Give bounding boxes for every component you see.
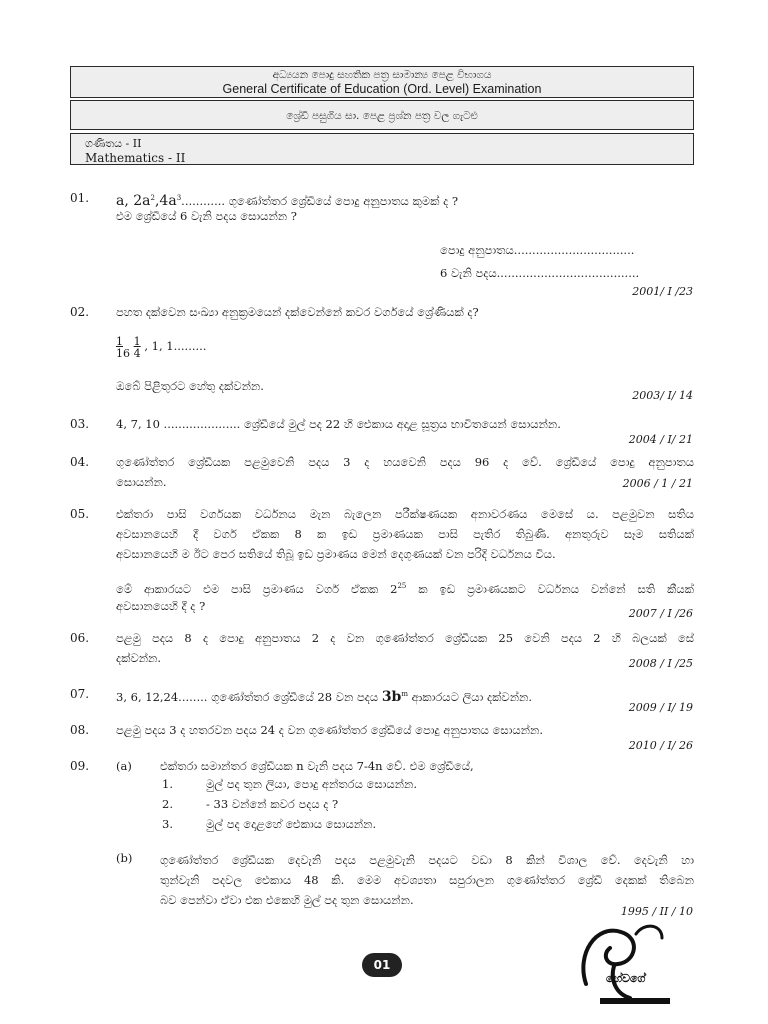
reason-text: ඔබේ පිළිතුරට හේතු දක්වන්න. [116, 379, 264, 393]
question-reference: 1995 / II / 10 [620, 905, 693, 918]
question-number: 08. [70, 723, 90, 737]
question-number: 01. [70, 191, 90, 205]
part-b-line-2: තුන්වැනි පදවල ඓකාය 48 කි. මෙම අවශ්‍යතා සපුරාලන ගුණෝත්තර ශ්‍රේඩී දෙකක් තිබෙන [160, 873, 694, 887]
exponent: 3 [176, 194, 182, 202]
item-text: මුල් පද දොළහේ ඓකාය සොයන්න. [206, 817, 377, 831]
question-reference: 2004 / I/ 21 [628, 433, 693, 446]
numerator: 1 [116, 335, 123, 348]
series-title-box [70, 100, 694, 130]
question-number: 02. [70, 305, 90, 319]
part-a-text: එක්තරා සමාන්තර ශ්‍රේඩීයක n වැනි පදය 7-4n වේ. එම ශ්‍රේඩීයේ, [160, 759, 474, 773]
term-text: a, 2a [116, 192, 151, 209]
exponent: m [401, 690, 408, 698]
page-number-badge: 01 [362, 953, 402, 977]
numerator: 1 [133, 335, 141, 348]
question-text: පහත දක්වෙන සංඛ්‍යා අනුක්‍රමයෙන් දක්වෙන්නේ කවර වර්ගයේ ශ්‍රේණියක් ද? [116, 305, 479, 319]
question-reference: 2006 / 1 / 21 [622, 477, 693, 490]
question-09 [0, 756, 768, 924]
part-b-label: (b) [116, 851, 133, 865]
question-reference: 2009 / I/ 19 [628, 701, 693, 714]
question-reference: 2010 / I/ 26 [628, 739, 693, 752]
item-text: - 33 වන්නේ කවර පදය ද ? [206, 797, 339, 811]
question-text [116, 684, 694, 707]
exponent: 25 [397, 582, 407, 590]
series-title: ශ්‍රේඩී පසුගිය සා. පෙළ ප්‍රශ්න පත්‍ර වල ගැටළු [286, 110, 478, 122]
question-line-3: අවසානයෙහි ම ඊට පෙර සතියේ තිබූ ඉඩ ප්‍රමාණය මෙන් දෙගුණයක් වන පරිදි වර්ධනය විය. [116, 547, 556, 561]
sequence-tail: , 1, 1......... [144, 339, 207, 353]
question-06 [0, 628, 768, 672]
question-line-1: ගුණෝත්තර ශ්‍රේඩීයක පළමුවෙනි පදය 3 ද හයවෙනි පදය 96 ද වේ. ශ්‍රේඩීයේ පොදු අනුපාතය [116, 455, 694, 469]
line-part: ආකාරයට ලියා දක්වන්න. [407, 689, 533, 704]
exponent: 2 [150, 194, 155, 202]
publisher-logo [566, 914, 690, 1014]
question-reference: 2001/ I /23 [632, 285, 693, 298]
denominator: 4 [133, 347, 141, 360]
line-part: මේ ආකාරයට එම පාසි ප්‍රමාණය වර්ග ඒකක 2 [116, 581, 398, 596]
question-line-2: සොයන්න. [116, 475, 167, 489]
question-number: 07. [70, 687, 90, 701]
question-number: 03. [70, 417, 90, 431]
question-05 [0, 504, 768, 622]
subject-box [70, 133, 694, 165]
question-07 [0, 684, 768, 720]
fraction [134, 336, 141, 360]
publisher-logo-text: හේවගේ [606, 972, 646, 985]
subject-english: Mathematics - II [85, 151, 186, 165]
answer-line-ratio: පොදු අනුපාතය................................. [440, 243, 635, 257]
question-reference: 2008 / I /25 [628, 657, 693, 670]
question-08 [0, 720, 768, 756]
question-line-1: එක්තරා පාසි වර්ගයක වර්ධනය මැන බැලෙන පරීක්ෂණයක අනාවරණය මෙසේ ය. පළමුවන සතිය [116, 507, 694, 521]
part-b-line-1: ගුණෝත්තර ශ්‍රේඩීයක දෙවැනි පදය පළමුවැනි පදයට වඩා 8 කින් විශාල වේ. දෙවැනි හා [160, 853, 694, 867]
question-03 [0, 414, 768, 450]
sequence [116, 336, 206, 363]
question-text: 4, 7, 10 ..................... ශ්‍රේඩීයේ මුල් පද 22 හි ඓකාය අදාළ සූත්‍රය භාවිතයෙන් සොයන්න. [116, 417, 561, 431]
part-a-label: (a) [116, 759, 132, 773]
line-part: 3, 6, 12,24........ ගුණෝත්තර ශ්‍රේඩීයේ 28 වන පදය [116, 689, 382, 704]
denominator: 16 [116, 347, 130, 360]
question-01 [0, 188, 768, 298]
item-text: මුල් පද තුන ලියා, පොදු අන්තරය සොයන්න. [206, 777, 417, 791]
term-expression: 3b [381, 688, 402, 705]
question-number: 09. [70, 759, 90, 773]
question-number: 05. [70, 507, 90, 521]
answer-line-term: 6 වැනි පදය....................................... [440, 266, 640, 280]
item-number: 1. [162, 777, 173, 791]
question-04 [0, 452, 768, 492]
question-line: ............ ගුණෝත්තර ශ්‍රේඩීයේ පොදු අනුපාතය කුමක් ද ? [181, 193, 458, 208]
question-line-2: එම ශ්‍රේඩීයේ 6 වැනි පදය සොයන්න ? [116, 209, 297, 223]
question-line-2: දක්වන්න. [116, 651, 162, 665]
exam-title-sinhala: අධ්‍යයන පොදු සහතික පත්‍ර සාමාන්‍ය පෙළ විභාගය [272, 69, 492, 81]
question-line-1: පළමු පදය 8 ද පොදු අනුපාතය 2 ද වන ගුණෝත්තර ශ්‍රේඩීයක 25 වෙනි පදය 2 හි බලයක් සේ [116, 631, 694, 645]
part-b-line-3: බව පෙන්වා ඒවා එක එකෙහි මුල් පද තුන සොයන්න. [160, 893, 414, 907]
question-text: පළමු පදය 3 ද හතරවන පදය 24 ද වන ගුණෝත්තර ශ්‍රේඩීයේ පොදු අනුපාතය සොයන්න. [116, 723, 544, 737]
question-line-2: අවසානයෙහි දී වර්ග ඒකක 8 ක ඉඩ ප්‍රමාණයක පාසි පැතිර තිබුණි. අනතුරුව සෑම සතියක් [116, 527, 694, 541]
subject-sinhala: ගණිතය - II [85, 137, 142, 150]
exam-title-english: General Certificate of Education (Ord. Level) Examination [222, 82, 542, 96]
line-part: ක ඉඩ ප්‍රමාණයකට වර්ධනය වන්නේ සති කීයක් [406, 581, 694, 596]
question-reference: 2007 / I /26 [628, 607, 693, 620]
question-line-5: අවසානයෙහි දී ද ? [116, 599, 206, 613]
exam-title-box [70, 66, 694, 98]
fraction [116, 336, 130, 360]
question-reference: 2003/ I/ 14 [632, 389, 693, 402]
term-text: ,4a [154, 192, 177, 209]
question-number: 06. [70, 631, 90, 645]
item-number: 3. [162, 817, 173, 831]
question-number: 04. [70, 455, 90, 469]
item-number: 2. [162, 797, 173, 811]
question-02 [0, 302, 768, 402]
